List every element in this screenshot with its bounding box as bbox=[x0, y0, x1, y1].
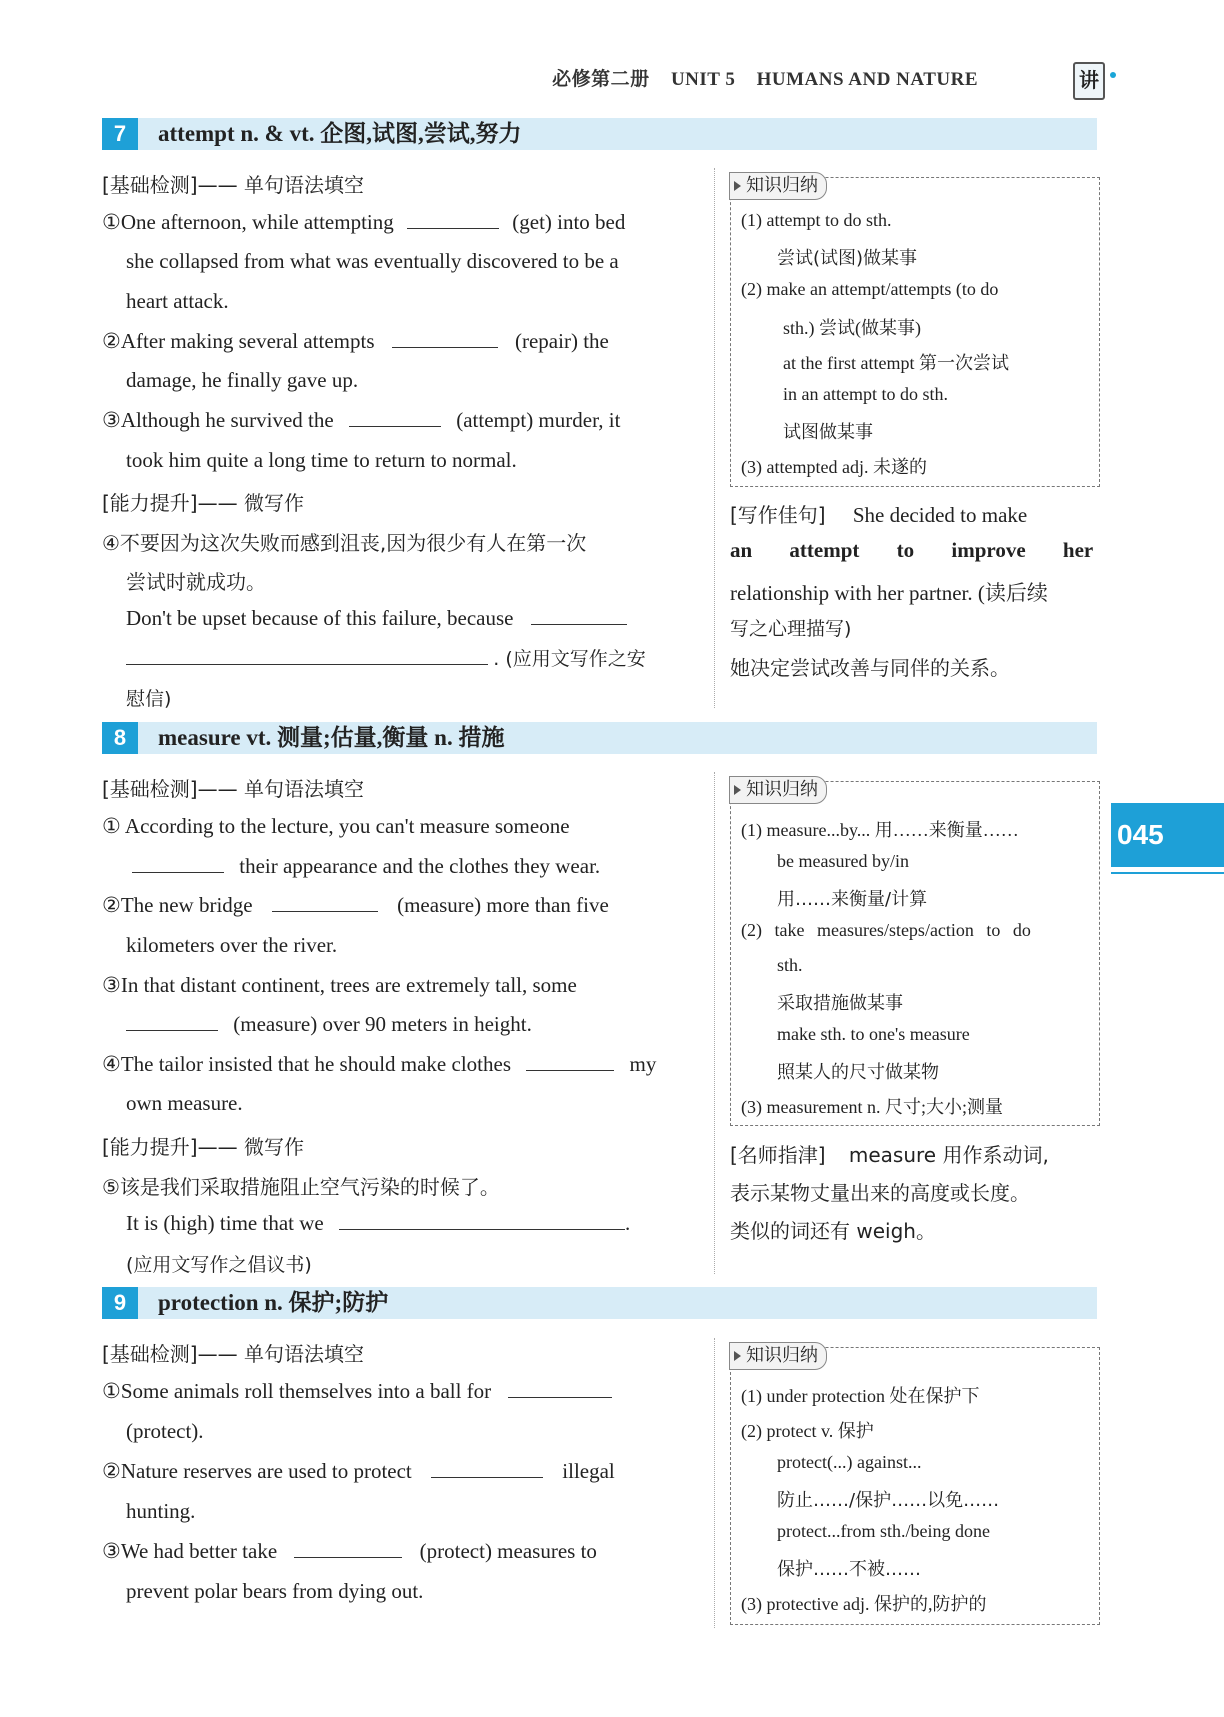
question-2: ②After making several attempts (repair) the bbox=[102, 329, 609, 353]
unit-topic: HUMANS AND NATURE bbox=[756, 69, 978, 90]
answer-blank[interactable] bbox=[132, 854, 224, 873]
section-number: 9 bbox=[102, 1287, 138, 1319]
question-3: ③We had better take (protect) measures to bbox=[102, 1539, 597, 1563]
section-title: measure vt. 测量;估量,衡量 n. 措施 bbox=[158, 725, 505, 750]
running-header bbox=[536, 64, 978, 91]
knowledge-box-7: 知识归纳 (1) attempt to do sth. 尝试(试图)做某事 (2) make an attempt/attempts (to do sth.) 尝试(做某事) at the first attempt 第一次尝试 in an attempt to do sth. 试图做某事 (3) attempted adj. 未遂的 bbox=[730, 177, 1100, 487]
basic-test-label: [基础检测]—— 单句语法填空 bbox=[102, 173, 364, 197]
basic-test-label: [基础检测]—— 单句语法填空 bbox=[102, 1342, 364, 1366]
answer-blank[interactable] bbox=[126, 646, 488, 665]
unit-label: UNIT 5 bbox=[670, 69, 736, 90]
question-4: ④不要因为这次失败而感到沮丧,因为很少有人在第一次 bbox=[102, 531, 587, 555]
answer-blank[interactable] bbox=[339, 1211, 625, 1230]
section-title: attempt n. & vt. 企图,试图,尝试,努力 bbox=[158, 121, 522, 146]
answer-blank[interactable] bbox=[431, 1459, 543, 1478]
column-divider bbox=[714, 1338, 715, 1628]
question-5: ⑤该是我们采取措施阻止空气污染的时候了。 bbox=[102, 1175, 500, 1199]
question-4: ④The tailor insisted that he should make clothes my bbox=[102, 1052, 657, 1076]
knowledge-summary-tab: 知识归纳 bbox=[729, 172, 827, 200]
question-3: ③In that distant continent, trees are extremely tall, some bbox=[102, 973, 577, 997]
section-7-header bbox=[102, 118, 1097, 150]
page-number-tab: 045 bbox=[1111, 803, 1224, 867]
teacher-tip-label: [名师指津] bbox=[730, 1143, 826, 1167]
page-number-underline bbox=[1111, 872, 1224, 874]
section-8-header bbox=[102, 722, 1097, 754]
question-2: ②Nature reserves are used to protect illegal bbox=[102, 1459, 615, 1483]
dot-icon bbox=[1110, 72, 1116, 78]
answer-blank[interactable] bbox=[294, 1539, 402, 1558]
question-1: ①One afternoon, while attempting (get) into bed bbox=[102, 210, 626, 234]
lecture-logo-icon: 讲 bbox=[1073, 62, 1105, 100]
book-title: 必修第二册 bbox=[552, 69, 650, 90]
ability-label: [能力提升]—— 微写作 bbox=[102, 1135, 304, 1159]
question-2: ②The new bridge (measure) more than five bbox=[102, 893, 609, 917]
basic-test-label: [基础检测]—— 单句语法填空 bbox=[102, 777, 364, 801]
column-divider bbox=[714, 772, 715, 1274]
answer-blank[interactable] bbox=[531, 606, 627, 625]
answer-blank[interactable] bbox=[407, 210, 499, 229]
writing-label: [写作佳句] bbox=[730, 503, 826, 527]
ability-label: [能力提升]—— 微写作 bbox=[102, 491, 304, 515]
knowledge-summary-tab: 知识归纳 bbox=[729, 1342, 827, 1370]
answer-blank[interactable] bbox=[349, 408, 441, 427]
question-1: ① According to the lecture, you can't measure someone bbox=[102, 814, 570, 838]
column-divider bbox=[714, 168, 715, 708]
knowledge-box-8: 知识归纳 (1) measure...by... 用……来衡量…… be measured by/in 用……来衡量/计算 (2) take measures/steps/action to do sth. 采取措施做某事 make sth. to one's measure 照某人的尺寸做某物 (3) measurement n. 尺寸;大小;测量 bbox=[730, 781, 1100, 1126]
answer-blank[interactable] bbox=[392, 329, 498, 348]
section-number: 7 bbox=[102, 118, 138, 150]
answer-blank[interactable] bbox=[508, 1379, 612, 1398]
section-title: protection n. 保护;防护 bbox=[158, 1290, 389, 1315]
answer-blank[interactable] bbox=[526, 1052, 614, 1071]
knowledge-box-9: 知识归纳 (1) under protection 处在保护下 (2) protect v. 保护 protect(...) against... 防止……/保护……以免…… protect...from sth./being done 保护……不被…… (3) protective adj. 保护的,防护的 bbox=[730, 1347, 1100, 1625]
question-1: ①Some animals roll themselves into a ball for bbox=[102, 1379, 612, 1404]
answer-blank[interactable] bbox=[272, 893, 378, 912]
question-3: ③Although he survived the (attempt) murder, it bbox=[102, 408, 621, 432]
section-number: 8 bbox=[102, 722, 138, 754]
section-9-header bbox=[102, 1287, 1097, 1319]
answer-blank[interactable] bbox=[126, 1012, 218, 1031]
knowledge-summary-tab: 知识归纳 bbox=[729, 776, 827, 804]
